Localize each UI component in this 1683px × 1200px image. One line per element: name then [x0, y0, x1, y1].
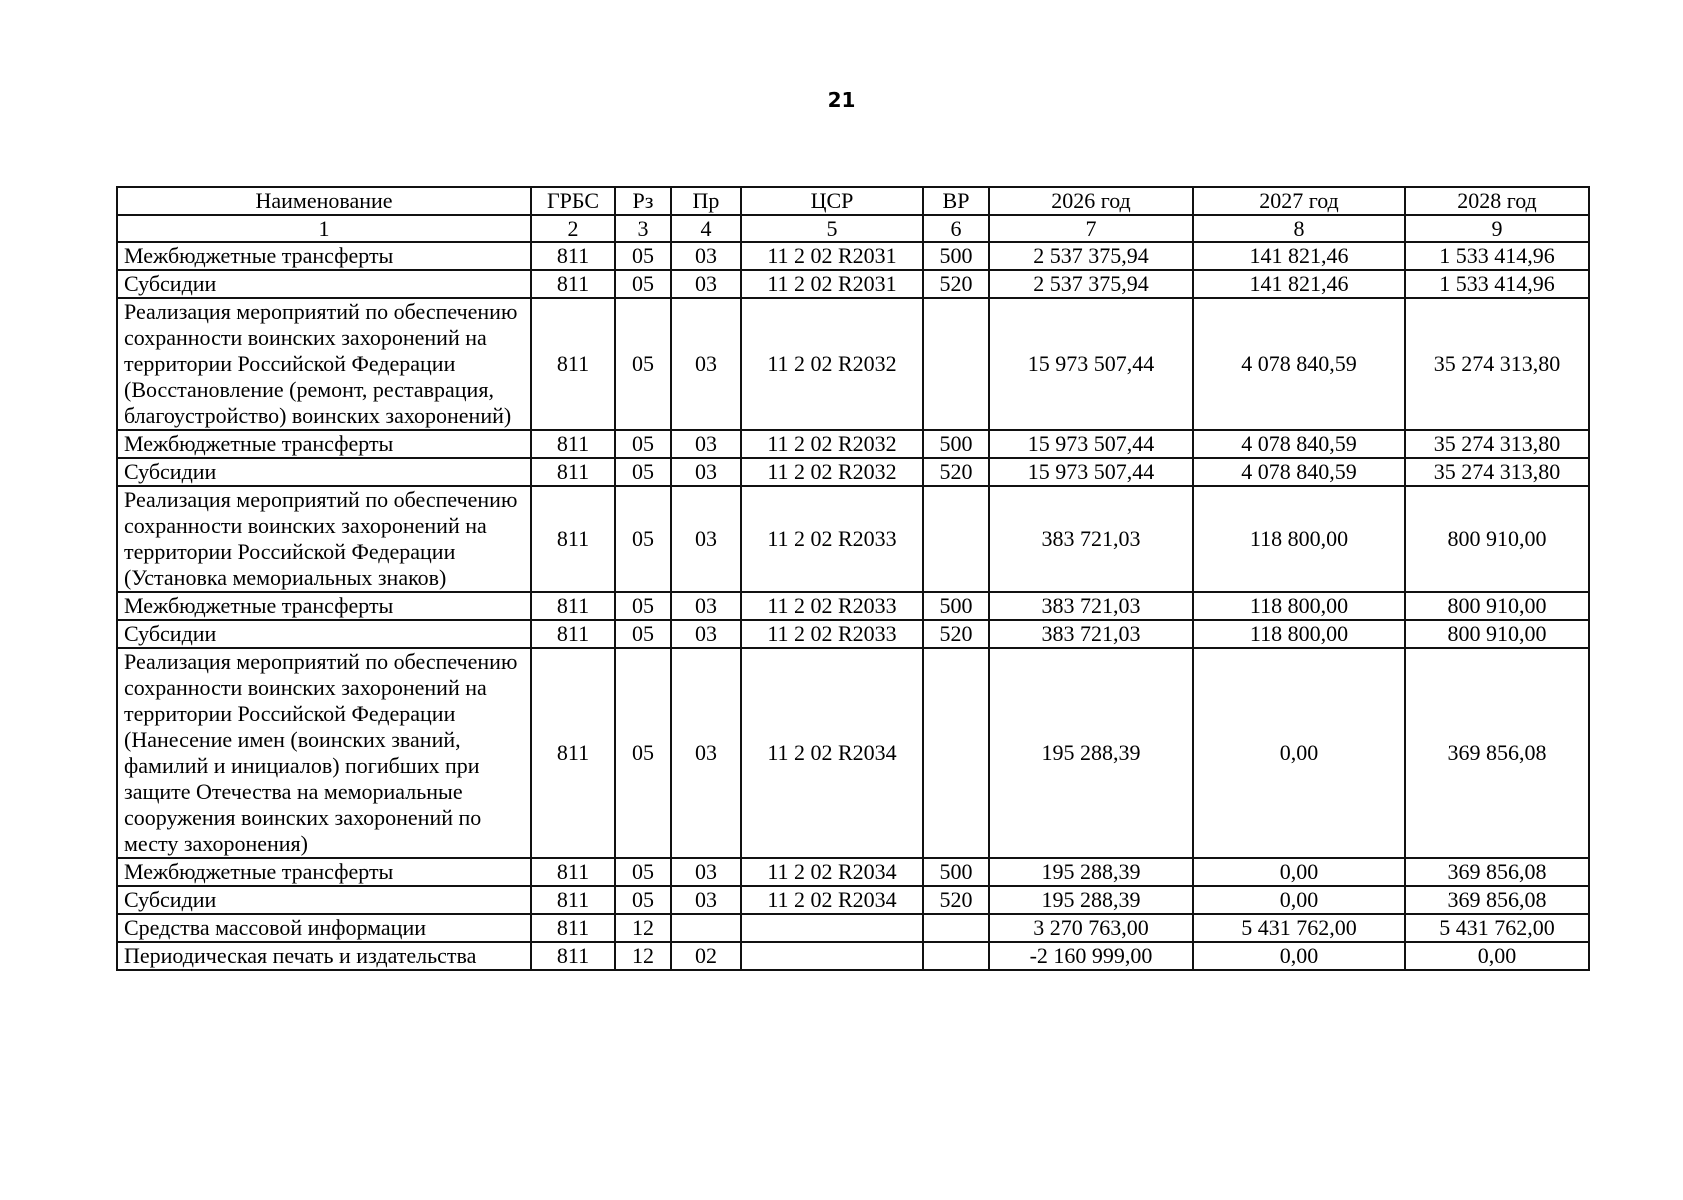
cell-grbs: 811 [531, 486, 615, 592]
column-number: 2 [531, 215, 615, 242]
cell-vr [923, 298, 989, 430]
cell-2026: 195 288,39 [989, 648, 1193, 858]
cell-2026: 383 721,03 [989, 620, 1193, 648]
cell-csr: 11 2 02 R2034 [741, 858, 923, 886]
cell-grbs: 811 [531, 858, 615, 886]
cell-rz: 05 [615, 430, 671, 458]
cell-2028: 800 910,00 [1405, 486, 1589, 592]
cell-pr: 03 [671, 298, 741, 430]
cell-name: Межбюджетные трансферты [117, 592, 531, 620]
cell-vr: 520 [923, 270, 989, 298]
header-pr: Пр [671, 187, 741, 215]
cell-2027: 118 800,00 [1193, 620, 1405, 648]
cell-name: Межбюджетные трансферты [117, 858, 531, 886]
cell-rz: 05 [615, 886, 671, 914]
table-body [117, 242, 1589, 970]
cell-2026: 15 973 507,44 [989, 430, 1193, 458]
cell-pr: 03 [671, 242, 741, 270]
cell-vr: 500 [923, 858, 989, 886]
cell-pr: 03 [671, 486, 741, 592]
cell-2028: 369 856,08 [1405, 886, 1589, 914]
column-number: 7 [989, 215, 1193, 242]
cell-rz: 12 [615, 942, 671, 970]
cell-name: Межбюджетные трансферты [117, 242, 531, 270]
cell-name: Реализация мероприятий по обеспечению сохранности воинских захоронений на территории Российской Федерации (Восстановление (ремонт, реставрация, благоустройство) воинских захоронений) [117, 298, 531, 430]
cell-grbs: 811 [531, 458, 615, 486]
cell-grbs: 811 [531, 648, 615, 858]
cell-2027: 4 078 840,59 [1193, 298, 1405, 430]
cell-2027: 0,00 [1193, 858, 1405, 886]
cell-2026: 2 537 375,94 [989, 270, 1193, 298]
cell-vr [923, 486, 989, 592]
cell-2027: 4 078 840,59 [1193, 458, 1405, 486]
table-row [117, 486, 1589, 592]
cell-pr: 03 [671, 648, 741, 858]
cell-name: Субсидии [117, 458, 531, 486]
cell-2026: 383 721,03 [989, 486, 1193, 592]
cell-vr: 500 [923, 592, 989, 620]
cell-rz: 05 [615, 270, 671, 298]
column-number: 4 [671, 215, 741, 242]
cell-name: Субсидии [117, 270, 531, 298]
cell-vr: 500 [923, 242, 989, 270]
table-row [117, 942, 1589, 970]
cell-vr [923, 914, 989, 942]
cell-grbs: 811 [531, 942, 615, 970]
table-row [117, 914, 1589, 942]
table-row [117, 620, 1589, 648]
cell-2027: 0,00 [1193, 648, 1405, 858]
column-number: 8 [1193, 215, 1405, 242]
column-number: 1 [117, 215, 531, 242]
cell-2027: 141 821,46 [1193, 242, 1405, 270]
header-2026: 2026 год [989, 187, 1193, 215]
header-csr: ЦСР [741, 187, 923, 215]
table-row [117, 886, 1589, 914]
cell-csr: 11 2 02 R2033 [741, 620, 923, 648]
cell-name: Средства массовой информации [117, 914, 531, 942]
table-row [117, 430, 1589, 458]
cell-name: Реализация мероприятий по обеспечению сохранности воинских захоронений на территории Российской Федерации (Установка мемориальных знаков) [117, 486, 531, 592]
table-row [117, 592, 1589, 620]
table-row [117, 858, 1589, 886]
header-grbs: ГРБС [531, 187, 615, 215]
cell-csr: 11 2 02 R2033 [741, 592, 923, 620]
cell-csr: 11 2 02 R2032 [741, 458, 923, 486]
cell-2028: 369 856,08 [1405, 858, 1589, 886]
table-row [117, 242, 1589, 270]
header-rz: Рз [615, 187, 671, 215]
cell-pr: 03 [671, 458, 741, 486]
cell-pr: 03 [671, 886, 741, 914]
cell-vr [923, 942, 989, 970]
cell-rz: 12 [615, 914, 671, 942]
cell-name: Субсидии [117, 886, 531, 914]
cell-pr: 02 [671, 942, 741, 970]
cell-2027: 118 800,00 [1193, 486, 1405, 592]
cell-csr: 11 2 02 R2033 [741, 486, 923, 592]
cell-pr: 03 [671, 270, 741, 298]
cell-2028: 800 910,00 [1405, 592, 1589, 620]
cell-2028: 800 910,00 [1405, 620, 1589, 648]
cell-2028: 369 856,08 [1405, 648, 1589, 858]
table-row [117, 648, 1589, 858]
column-number: 9 [1405, 215, 1589, 242]
cell-vr: 520 [923, 458, 989, 486]
cell-csr: 11 2 02 R2031 [741, 270, 923, 298]
cell-2026: 195 288,39 [989, 858, 1193, 886]
cell-rz: 05 [615, 298, 671, 430]
cell-grbs: 811 [531, 430, 615, 458]
header-2027: 2027 год [1193, 187, 1405, 215]
cell-rz: 05 [615, 858, 671, 886]
cell-rz: 05 [615, 648, 671, 858]
cell-rz: 05 [615, 242, 671, 270]
cell-name: Межбюджетные трансферты [117, 430, 531, 458]
cell-name: Субсидии [117, 620, 531, 648]
cell-2027: 4 078 840,59 [1193, 430, 1405, 458]
cell-2026: 15 973 507,44 [989, 458, 1193, 486]
cell-2027: 0,00 [1193, 942, 1405, 970]
cell-2027: 5 431 762,00 [1193, 914, 1405, 942]
cell-pr: 03 [671, 430, 741, 458]
cell-grbs: 811 [531, 914, 615, 942]
cell-csr: 11 2 02 R2032 [741, 298, 923, 430]
cell-2028: 0,00 [1405, 942, 1589, 970]
cell-pr: 03 [671, 592, 741, 620]
column-number-row [117, 215, 1589, 242]
column-number: 3 [615, 215, 671, 242]
cell-grbs: 811 [531, 592, 615, 620]
column-number: 5 [741, 215, 923, 242]
cell-vr: 520 [923, 886, 989, 914]
column-number: 6 [923, 215, 989, 242]
cell-rz: 05 [615, 458, 671, 486]
cell-grbs: 811 [531, 886, 615, 914]
cell-name: Реализация мероприятий по обеспечению сохранности воинских захоронений на территории Российской Федерации (Нанесение имен (воинских званий, фамилий и инициалов) погибших при защите Отечества на мемориальные сооружения воинских захоронений по месту захоронения) [117, 648, 531, 858]
header-2028: 2028 год [1405, 187, 1589, 215]
cell-2026: -2 160 999,00 [989, 942, 1193, 970]
header-name: Наименование [117, 187, 531, 215]
cell-csr: 11 2 02 R2032 [741, 430, 923, 458]
cell-2028: 35 274 313,80 [1405, 298, 1589, 430]
cell-2027: 0,00 [1193, 886, 1405, 914]
cell-vr: 520 [923, 620, 989, 648]
cell-csr: 11 2 02 R2034 [741, 886, 923, 914]
cell-grbs: 811 [531, 298, 615, 430]
cell-vr [923, 648, 989, 858]
cell-2028: 5 431 762,00 [1405, 914, 1589, 942]
table-row [117, 270, 1589, 298]
table-row [117, 298, 1589, 430]
cell-rz: 05 [615, 592, 671, 620]
cell-2026: 383 721,03 [989, 592, 1193, 620]
cell-csr: 11 2 02 R2031 [741, 242, 923, 270]
cell-2027: 118 800,00 [1193, 592, 1405, 620]
cell-rz: 05 [615, 486, 671, 592]
cell-2028: 35 274 313,80 [1405, 430, 1589, 458]
cell-2026: 195 288,39 [989, 886, 1193, 914]
table-row [117, 458, 1589, 486]
cell-grbs: 811 [531, 620, 615, 648]
cell-pr: 03 [671, 620, 741, 648]
cell-pr [671, 914, 741, 942]
cell-rz: 05 [615, 620, 671, 648]
cell-2027: 141 821,46 [1193, 270, 1405, 298]
cell-grbs: 811 [531, 242, 615, 270]
cell-2026: 3 270 763,00 [989, 914, 1193, 942]
table-header [117, 187, 1589, 242]
cell-2028: 1 533 414,96 [1405, 270, 1589, 298]
cell-name: Периодическая печать и издательства [117, 942, 531, 970]
header-row [117, 187, 1589, 215]
cell-2028: 35 274 313,80 [1405, 458, 1589, 486]
cell-2026: 2 537 375,94 [989, 242, 1193, 270]
budget-table [116, 186, 1590, 971]
cell-2026: 15 973 507,44 [989, 298, 1193, 430]
cell-csr: 11 2 02 R2034 [741, 648, 923, 858]
cell-2028: 1 533 414,96 [1405, 242, 1589, 270]
cell-csr [741, 914, 923, 942]
page-number: 21 [827, 88, 856, 112]
cell-csr [741, 942, 923, 970]
cell-grbs: 811 [531, 270, 615, 298]
header-vr: ВР [923, 187, 989, 215]
cell-pr: 03 [671, 858, 741, 886]
cell-vr: 500 [923, 430, 989, 458]
